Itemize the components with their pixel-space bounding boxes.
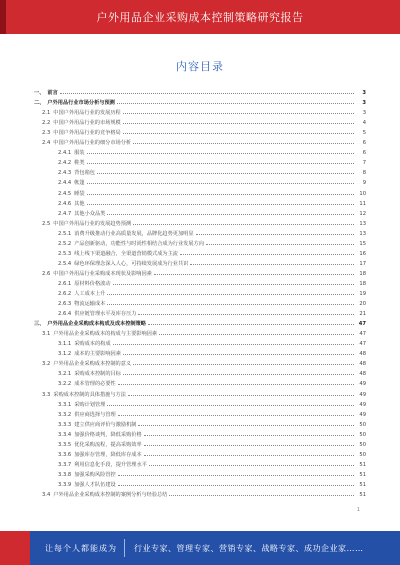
toc-entry[interactable] bbox=[34, 347, 366, 357]
toc-entry-page: 47 bbox=[358, 321, 366, 328]
toc-entry-title: 采购计划管理 bbox=[74, 401, 106, 408]
toc-entry-number: 3.3 bbox=[42, 391, 51, 398]
toc-entry[interactable] bbox=[34, 408, 366, 418]
footer-divider bbox=[124, 539, 125, 557]
toc-leader-dots bbox=[107, 304, 354, 305]
toc-entry[interactable] bbox=[34, 468, 366, 478]
toc-entry-page: 18 bbox=[359, 280, 366, 287]
toc-entry[interactable] bbox=[34, 478, 366, 488]
toc-entry[interactable] bbox=[34, 217, 366, 227]
toc-leader-dots bbox=[149, 465, 354, 466]
toc-entry[interactable] bbox=[34, 207, 366, 217]
toc-leader-dots bbox=[206, 244, 354, 245]
toc-entry-title: 加强库存管理，降低库存成本 bbox=[74, 451, 142, 458]
toc-entry-page: 6 bbox=[362, 150, 366, 157]
toc-entry-number: 2.5 bbox=[42, 220, 51, 227]
toc-entry-title: 睡袋 bbox=[74, 190, 85, 197]
toc-entry-number: 3.3.7 bbox=[58, 461, 72, 468]
toc-entry-number: 3.2.2 bbox=[58, 381, 72, 388]
toc-entry[interactable] bbox=[34, 247, 366, 257]
toc-leader-dots bbox=[97, 173, 354, 174]
toc-entry-page: 48 bbox=[359, 351, 366, 358]
toc-entry[interactable] bbox=[34, 197, 366, 207]
toc-leader-dots bbox=[118, 485, 354, 486]
toc-entry-number: 3.1.2 bbox=[58, 351, 72, 358]
toc-entry-title: 加强价格谈判，降低采购价格 bbox=[74, 431, 142, 438]
toc-entry-title: 物流运输成本 bbox=[74, 301, 106, 308]
toc-entry-page: 51 bbox=[359, 492, 366, 498]
toc-leader-dots bbox=[169, 495, 354, 496]
footer-accent-block bbox=[0, 531, 30, 565]
toc-entry-number: 2.6.3 bbox=[58, 301, 72, 308]
toc-entry-title: 户外用品企业采购成本控制的案例分析与经验总结 bbox=[53, 492, 168, 498]
toc-leader-dots bbox=[123, 113, 354, 114]
header-bar bbox=[0, 0, 400, 34]
toc-entry-page: 12 bbox=[359, 210, 366, 217]
toc-entry-title: 户外用品企业采购成本的构成与主要影响因素 bbox=[53, 331, 158, 338]
toc-entry-title: 加强人才队伍建设 bbox=[74, 481, 116, 488]
toc-entry-number: 2.4.7 bbox=[58, 210, 72, 217]
toc-entry-number: 2.6.1 bbox=[58, 280, 72, 287]
toc-entry-page: 51 bbox=[359, 461, 366, 468]
toc-entry-title: 成本管理的必要性 bbox=[74, 381, 116, 388]
toc-entry-page: 3 bbox=[362, 110, 366, 117]
toc-leader-dots bbox=[118, 415, 354, 416]
toc-entry-page: 49 bbox=[359, 401, 366, 408]
toc-entry-title: 中国户外用品行业的市场规模 bbox=[53, 120, 121, 127]
toc-entry-title: 建立供应商评价与激励机制 bbox=[74, 421, 137, 428]
toc-entry[interactable] bbox=[34, 438, 366, 448]
toc-entry-page: 49 bbox=[359, 391, 366, 398]
toc-leader-dots bbox=[133, 143, 354, 144]
toc-entry-page: 7 bbox=[362, 160, 366, 167]
toc-leader-dots bbox=[138, 425, 354, 426]
toc-entry-number: 2.4.3 bbox=[58, 170, 72, 177]
toc-entry-number: 2.4.2 bbox=[58, 160, 72, 167]
toc-entry-number: 3.2.1 bbox=[58, 371, 72, 378]
toc-entry-number: 三、 bbox=[34, 321, 45, 328]
toc-entry-number: 3.1 bbox=[42, 331, 51, 338]
toc-leader-dots bbox=[123, 123, 354, 124]
toc-entry[interactable] bbox=[34, 267, 366, 277]
toc-entry-title: 采购成本控制的目标 bbox=[74, 371, 121, 378]
toc-entry-title: 加强采购风险管控 bbox=[74, 471, 116, 478]
toc-entry-title: 鞋类 bbox=[74, 160, 85, 167]
toc-entry-number: 3.3.4 bbox=[58, 431, 72, 438]
toc-entry[interactable] bbox=[34, 277, 366, 287]
toc-entry-number: 2.3 bbox=[42, 130, 51, 137]
toc-entry-number: 3.3.8 bbox=[58, 471, 72, 478]
toc-entry-page: 50 bbox=[359, 451, 366, 458]
toc-entry-page: 51 bbox=[359, 471, 366, 478]
toc-entry-number: 3.2 bbox=[42, 361, 51, 368]
toc-entry[interactable] bbox=[34, 106, 366, 116]
toc-leader-dots bbox=[123, 354, 354, 355]
toc-entry[interactable] bbox=[34, 237, 366, 247]
toc-entry[interactable] bbox=[34, 116, 366, 126]
toc-entry-title: 其他小众品类 bbox=[74, 210, 106, 217]
toc-entry-title: 背包箱包 bbox=[74, 170, 95, 177]
toc-leader-dots bbox=[87, 183, 354, 184]
toc-entry[interactable] bbox=[34, 126, 366, 136]
toc-entry-title: 户外用品企业采购成本构成及成本控制策略 bbox=[47, 321, 146, 328]
toc-entry-title: 产品创新驱动，功能性与时尚性相结合成为行业发展方向 bbox=[74, 240, 204, 247]
toc-entry-number: 2.2 bbox=[42, 120, 51, 127]
toc-entry-title: 成本的主要影响因素 bbox=[74, 351, 121, 358]
toc-entry[interactable] bbox=[34, 428, 366, 438]
toc-leader-dots bbox=[87, 153, 354, 154]
toc-entry-page: 49 bbox=[359, 381, 366, 388]
toc-leader-dots bbox=[144, 455, 354, 456]
toc-entry-title: 中国户外用品行业的细分市场分析 bbox=[53, 140, 132, 147]
toc-entry[interactable] bbox=[34, 337, 366, 347]
toc-entry-page: 5 bbox=[362, 130, 366, 137]
toc-leader-dots bbox=[159, 334, 354, 335]
toc-entry[interactable] bbox=[34, 86, 366, 96]
toc-entry[interactable] bbox=[34, 146, 366, 156]
toc-entry-title: 线上线下渠道融合，全渠道营销模式成为主流 bbox=[74, 250, 178, 257]
toc-entry-title: 利用信息化手段，提升管理水平 bbox=[74, 461, 147, 468]
toc-entry-title: 供应链管理水平及库存压力 bbox=[74, 311, 137, 318]
footer-slogan: 让每个人都能成为 bbox=[45, 544, 117, 553]
toc-entry[interactable] bbox=[34, 96, 366, 106]
toc-entry-number: 2.4.4 bbox=[58, 180, 72, 187]
toc-entry-page: 17 bbox=[359, 260, 366, 267]
toc-entry[interactable] bbox=[34, 136, 366, 146]
toc-leader-dots bbox=[118, 384, 354, 385]
toc-entry-page: 18 bbox=[359, 270, 366, 277]
toc-entry[interactable] bbox=[34, 357, 366, 367]
toc-leader-dots bbox=[123, 374, 354, 375]
toc-entry-page: 4 bbox=[362, 120, 366, 127]
toc-entry-title: 帐篷 bbox=[74, 180, 85, 187]
toc-entry[interactable] bbox=[34, 257, 366, 267]
toc-leader-dots bbox=[154, 274, 354, 275]
toc-leader-dots bbox=[107, 405, 354, 406]
toc-entry[interactable] bbox=[34, 388, 366, 398]
toc-entry[interactable] bbox=[34, 458, 366, 468]
toc-entry-page: 50 bbox=[359, 421, 366, 428]
toc-entry-page: 6 bbox=[362, 140, 366, 147]
toc-entry-page: 3 bbox=[362, 100, 366, 107]
toc-entry-number: 2.6 bbox=[42, 270, 51, 277]
toc-entry-number: 一、 bbox=[34, 90, 45, 96]
toc-entry-number: 2.5.2 bbox=[58, 240, 72, 247]
toc-entry-number: 2.5.4 bbox=[58, 260, 72, 267]
toc-leader-dots bbox=[144, 435, 354, 436]
toc-leader-dots bbox=[87, 163, 354, 164]
toc-entry-number: 3.4 bbox=[42, 492, 51, 498]
toc-entry-number: 2.4.6 bbox=[58, 200, 72, 207]
toc-entry-number: 2.4 bbox=[42, 140, 51, 147]
toc-entry-title: 服装 bbox=[74, 150, 85, 157]
toc-entry[interactable] bbox=[34, 377, 366, 387]
toc-entry-page: 13 bbox=[359, 220, 366, 227]
toc-entry-number: 2.5.3 bbox=[58, 250, 72, 257]
toc-entry-page: 8 bbox=[362, 170, 366, 177]
toc-entry[interactable] bbox=[34, 398, 366, 408]
toc-entry-title: 优化采购流程，提高采购效率 bbox=[74, 441, 142, 448]
toc-entry-page: 51 bbox=[359, 481, 366, 488]
toc-entry-page: 48 bbox=[359, 361, 366, 368]
toc-entry-number: 3.3.3 bbox=[58, 421, 72, 428]
toc-entry-number: 2.6.4 bbox=[58, 311, 72, 318]
toc-entry-number: 2.6.2 bbox=[58, 291, 72, 297]
toc-entry-page: 50 bbox=[359, 431, 366, 438]
toc-leader-dots bbox=[133, 224, 354, 225]
toc-leader-dots bbox=[87, 204, 354, 205]
toc-entry-page: 47 bbox=[359, 341, 366, 348]
toc-entry-title: 中国户外用品行业的竞争格局 bbox=[53, 130, 121, 137]
toc-entry[interactable] bbox=[34, 448, 366, 458]
toc-entry-number: 二、 bbox=[34, 100, 45, 107]
toc-entry[interactable] bbox=[34, 176, 366, 186]
toc-leader-dots bbox=[148, 324, 354, 325]
toc-entry-page: 21 bbox=[359, 311, 366, 318]
toc-entry-title: 人工成本上升 bbox=[74, 291, 106, 297]
toc-leader-dots bbox=[144, 445, 354, 446]
toc-leader-dots bbox=[60, 93, 354, 94]
page-number: 1 bbox=[356, 507, 360, 513]
toc-entry[interactable] bbox=[34, 418, 366, 428]
toc-entry-page: 20 bbox=[359, 301, 366, 308]
document-page bbox=[34, 42, 366, 517]
toc-leader-dots bbox=[196, 234, 354, 235]
toc-entry[interactable] bbox=[34, 287, 366, 297]
toc-entry-number: 3.3.2 bbox=[58, 411, 72, 418]
toc-entry[interactable] bbox=[34, 327, 366, 337]
toc-leader-dots bbox=[180, 254, 354, 255]
toc-entry-title: 消费升级推动行业高质量发展，品牌化趋势更加明显 bbox=[74, 230, 194, 237]
toc-entry-number: 3.3.9 bbox=[58, 481, 72, 488]
toc-entry-page: 47 bbox=[359, 331, 366, 338]
toc-leader-dots bbox=[107, 294, 354, 295]
toc-entry-title: 中国户外用品行业采购成本现状及影响因素 bbox=[53, 270, 152, 277]
toc-entry-page: 13 bbox=[359, 230, 366, 237]
toc-entry-number: 2.4.1 bbox=[58, 150, 72, 157]
toc-entry-page: 10 bbox=[359, 190, 366, 197]
toc-entry-number: 3.3.6 bbox=[58, 451, 72, 458]
toc-leader-dots bbox=[190, 264, 354, 265]
toc-entry-title: 绿色环保理念深入人心，可持续发展成为行业共识 bbox=[74, 260, 189, 267]
report-title: 户外用品企业采购成本控制策略研究报告 bbox=[96, 11, 304, 24]
toc-entry-title: 原材料价格波动 bbox=[74, 280, 111, 287]
toc-entry[interactable] bbox=[34, 297, 366, 307]
toc-entry-title: 户外用品企业采购成本控制的意义 bbox=[53, 361, 132, 368]
toc-entry-page: 15 bbox=[359, 240, 366, 247]
toc-leader-dots bbox=[107, 214, 354, 215]
toc-leader-dots bbox=[113, 344, 354, 345]
toc-entry-page: 16 bbox=[359, 250, 366, 257]
toc-leader-dots bbox=[123, 133, 354, 134]
toc-entry[interactable] bbox=[34, 307, 366, 317]
toc-entry-title: 户外用品行业市场分析与预测 bbox=[47, 100, 115, 107]
toc-entry[interactable] bbox=[34, 166, 366, 176]
toc-entry[interactable] bbox=[34, 317, 366, 327]
toc-entry-number: 3.1.1 bbox=[58, 341, 72, 348]
toc-entry-page: 49 bbox=[359, 411, 366, 418]
toc-leader-dots bbox=[117, 103, 354, 104]
toc-leader-dots bbox=[87, 194, 354, 195]
toc-entry[interactable] bbox=[34, 488, 366, 498]
toc-entry[interactable] bbox=[34, 367, 366, 377]
footer-tagline: 行业专家、管理专家、营销专家、战略专家、成功企业家…… bbox=[134, 544, 364, 553]
toc-leader-dots bbox=[128, 395, 354, 396]
toc-leader-dots bbox=[138, 314, 354, 315]
toc-title: 内容目录 bbox=[176, 60, 224, 73]
toc-entry-page: 19 bbox=[359, 291, 366, 297]
toc-entry-number: 2.5.1 bbox=[58, 230, 72, 237]
toc-entry-number: 3.3.5 bbox=[58, 441, 72, 448]
toc-entry-title: 前言 bbox=[47, 90, 58, 96]
toc-entry[interactable] bbox=[34, 227, 366, 237]
toc-entry-page: 11 bbox=[359, 200, 366, 207]
toc-entry-number: 2.1 bbox=[42, 110, 51, 117]
toc-entry-title: 中国户外用品行业的发展历程 bbox=[53, 110, 121, 117]
toc-entry-number: 2.4.5 bbox=[58, 190, 72, 197]
toc-entry-page: 9 bbox=[362, 180, 366, 187]
toc-leader-dots bbox=[118, 475, 354, 476]
footer-bar bbox=[0, 531, 400, 565]
toc-entry-title: 中国户外用品行业的发展趋势预测 bbox=[53, 220, 132, 227]
toc-entry-title: 采购成本控制的具体措施与方法 bbox=[53, 391, 126, 398]
toc-leader-dots bbox=[133, 364, 354, 365]
toc-entry-page: 48 bbox=[359, 371, 366, 378]
toc-leader-dots bbox=[113, 284, 354, 285]
toc-entry-title: 供应商选择与管理 bbox=[74, 411, 116, 418]
toc-entry-title: 其他 bbox=[74, 200, 85, 207]
toc-entry-page: 3 bbox=[362, 90, 366, 96]
toc-entry[interactable] bbox=[34, 187, 366, 197]
toc-entry-page: 50 bbox=[359, 441, 366, 448]
toc-entry-title: 采购成本的构成 bbox=[74, 341, 111, 348]
toc-entry[interactable] bbox=[34, 156, 366, 166]
toc-entry-number: 3.3.1 bbox=[58, 401, 72, 408]
